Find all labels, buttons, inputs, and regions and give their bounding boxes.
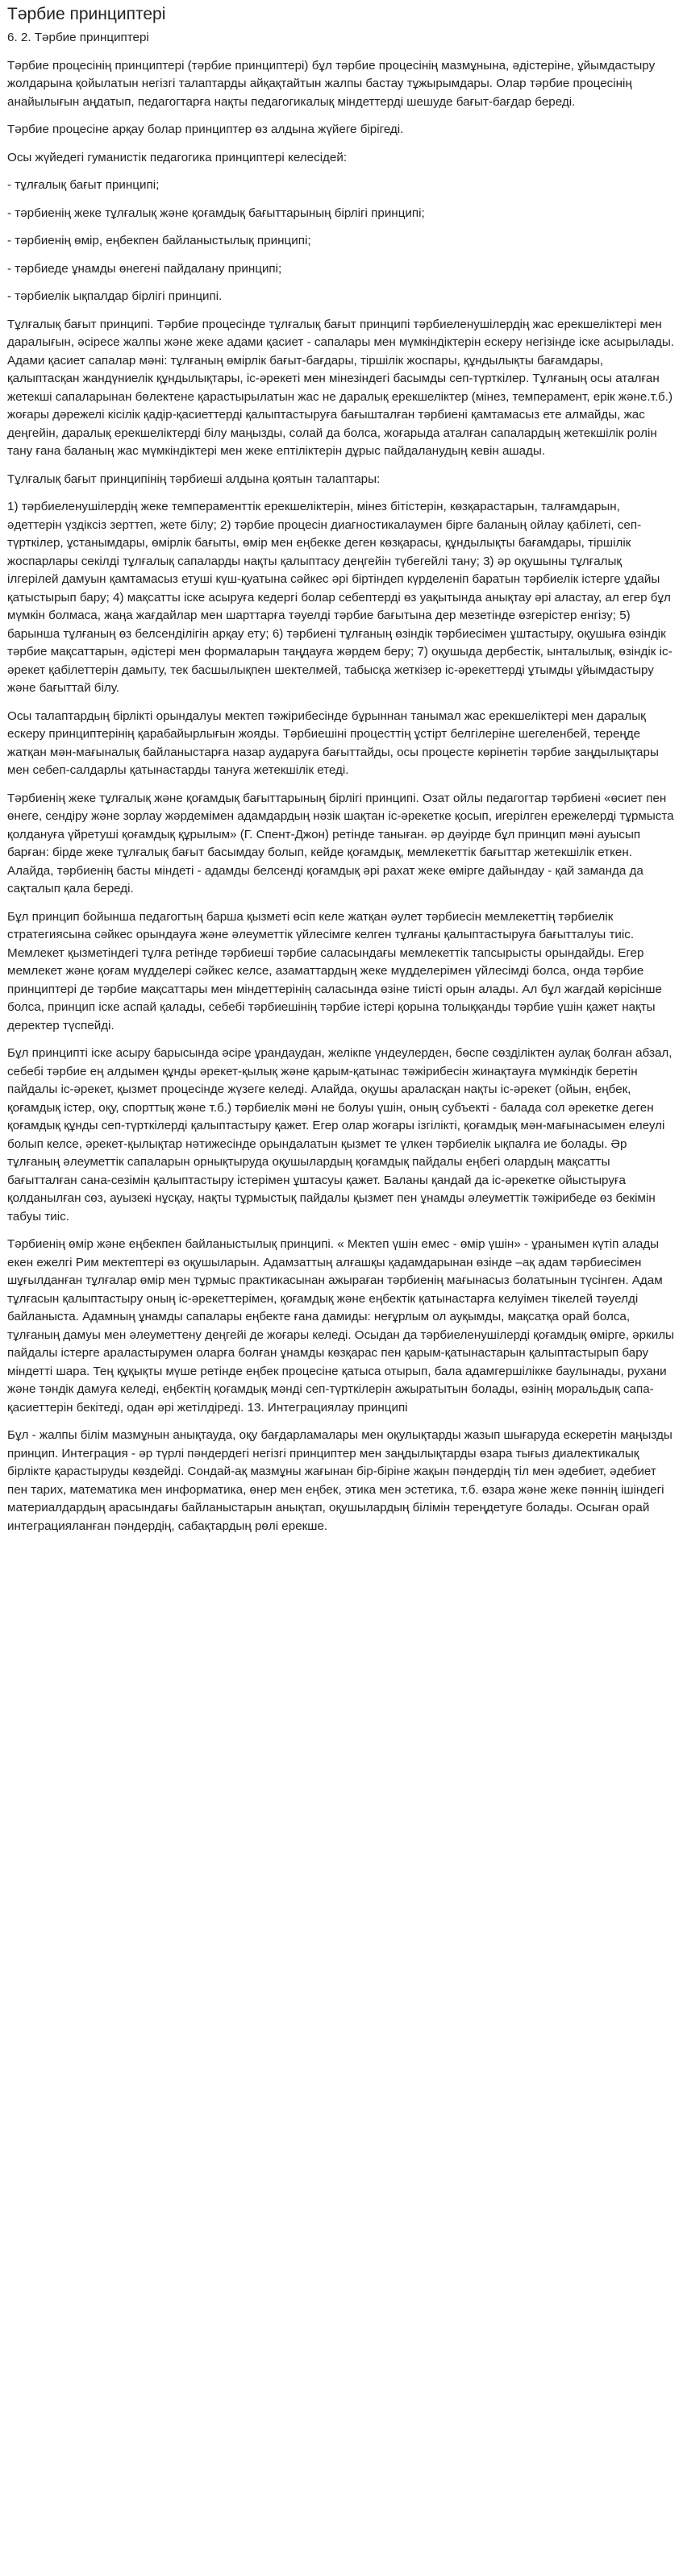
paragraph-intro-list-lead: Осы жүйедегі гуманистік педагогика принциптері келесідей:	[7, 150, 348, 164]
paragraph-implementation: Бұл принципті іске асыру барысында әсіре ұрандаудан, желікпе үндеулерден, бөспе сөзділіктен аулақ болған абзал, себебі тәрбие ең алдымен құнды әрекет-қылық және қарым-қатынас тәжірибесін жинақтауға мүмкіндік беретін пайдалы іс-әрекет, қызмет процесінде жүзеге келеді. Алайда, оқушы араласқан нақты іс-әрекет (ойын, еңбек, қоғамдық істер, оқу, спорттық және т.б.) тәрбиелік мәні не болуы үшін, оның субъекті - балада сол әрекетке деген қоғамдық құнды сеп-түрткілерді қалыптастыру қажет. Егер олар жоғары ізгілікті, қоғамдық мән-мағынасымен елеулі болып келсе, әрекет-қылықтар нәтижесінде орындалатын қызмет те үлкен тәрбиелік ықпалға ие болады. Әр тұлғаның әлеуметтік сапаларын орнықтыруда оқушылардың қоғамдық пайдалы еңбегі олардың мақсатты бағытталған сана-сезімін қалыптастыру істерімен ұштасуы қажет. Баланы қандай да іс-әрекетке ойыстыруға қолданылған сөз, ауызекі нұсқау, нақты тұрмыстық пайдалы қызмет пен ұнамды әлеуметтік тәжірибеде өз бекімін табуы тиіс.	[7, 1046, 673, 1224]
list-item: - тәрбиенің өмір, еңбекпен байланыстылық принципі;	[7, 234, 311, 247]
paragraph-requirements-unity: Осы талаптардың бірлікті орындалуы мектеп тәжірибесінде бұрыннан танымал жас ерекшеліктері мен даралық ескеру принциптерінің қарабайырлығын жояды. Тәрбиешіні процесттің ұстірт белгілеріне шегеленбей, тереңде жатқан мән-мағыналық байланыстарға назар аударуға бағыттайды, осы процесте көрінетін тәрбие заңдылықтары мен себеп-салдарлы қатынастарды тануға жетекшілік етеді.	[7, 708, 659, 777]
principles-list	[7, 177, 675, 306]
paragraph-state-strategy: Бұл принцип бойынша педагогтың барша қызметі өсіп келе жатқан әулет тәрбиесін мемлекеттің тәрбиелік стратегиясына сәйкес орындауға және әлеуметтік үйлесімге келген тұлғаны қалыптастыруға бағытталуы тиіс. Мемлекет қызметіндегі тұлға ретінде тәрбиеші тәрбие саласындағы мемлекеттік тапсырысты орындайды. Егер мемлекет және қоғам мүдделері сәйкес келсе, азаматтардың жеке мүдделерімен үйлесімді болса, онда тәрбие принциптері де тәрбие мақсаттары мен міндеттерінің саласында өзіне тиісті орын алады. Ал бұл жағдай көрісінше болса, принцип іске аспай қалады, себебі тәрбиешінің тәрбие істері қорына толыққанды тәрбие үшін қажет нақты деректер түспейді.	[7, 909, 662, 1032]
section-subtitle: 6. 2. Тәрбие принциптері	[7, 31, 149, 44]
list-item: - тәрбиелік ықпалдар бірлігі принципі.	[7, 289, 223, 303]
paragraph-integration: Бұл - жалпы білім мазмұнын анықтауда, оқу бағдарламалары мен оқулықтарды жазып шығаруда ескеретін маңызды принцип. Интеграция - әр түрлі пәндердегі негізгі принциптер мен заңдылықтарды өзара тығыз диалектикалық бірлікте қарастыруды көздейді. Сондай-ақ мазмұны жағынан бір-біріне жақын пәндердің тіл мен әдебиет, әдебиет пен тарих, математика мен информатика, өнер мен еңбек, этика мен эстетика, т.б. өзара және жеке пәннің ішіндегі материалдардың арасындағы байланыстарын анықтап, оқушылардың білімін тереңдетуге болады. Осыған орай интеграцияланған пәндердің, сабақтардың рөлі ерекше.	[7, 1428, 673, 1533]
paragraph-requirements-lead: Тұлғалық бағыт принципінің тәрбиеші алдына қоятын талаптары:	[7, 472, 381, 486]
list-item: - тәрбиенің жеке тұлғалық және қоғамдық бағыттарының бірлігі принципі;	[7, 206, 425, 220]
paragraph-personal-orientation: Тұлғалық бағыт принципі. Тәрбие процесінде тұлғалық бағыт принципі тәрбиеленушілердің жас ерекшеліктері мен даралығын, әсіресе жалпы және жеке адами қасиет - сапалары мен мүмкіндіктерін ескеру негізінде іске асырылады. Адами қасиет сапалар мәні: тұлғаның өмірлік бағыт-бағдары, тіршілік жоспары, құндылықты бағамдары, қалыптасқан жандүниелік құндылықтары, іс-әрекеті мен мінезіндегі басымды сеп-түрткілер. Тұлғаның осы аталған жетекші сапаларынан бөлектене қарастырылатын жас не даралық ерекшеліктер (мінез, темперамент, ерік және.т.б.) жоғары дәрежелі кісілік қадір-қасиеттерді қалыптастыруға бағышталған тәрбиені қамтамасыз ете алмайды, жас деңгейін, даралық ерекшеліктерді білу маңызды, солай да болса, жоғарыда аталған сапалардың жетекшілік ролін тану ғана баланың жас мүмкіндіктері мен жеке ептіліктерін дұрыс пайдаланудың кевін ашады.	[7, 317, 675, 458]
paragraph-intro-definition: Тәрбие процесінің принциптері (тәрбие принциптері) бұл тәрбие процесінің мазмұнына, әдістеріне, ұйымдастыру жолдарына қойылатын негізгі талаптарды айқақтайтын жалпы бастау тұжырымдары. Олар тәрбие процесінің анайылығын аңдатып, педагогтарға нақты педагогикалық міндеттерді шешуде бағыт-бағдар береді.	[7, 58, 656, 109]
paragraph-requirements-list: 1) тәрбиеленушілердің жеке темпераменттік ерекшеліктерін, мінез бітістерін, көзқарастарын, талғамдарын, әдеттерін үздіксіз зерттеп, жете білу; 2) тәрбие процесін диагностикалаумен бірге баланың ойлау қабілеті, сеп-түрткілер, ұстанымдары, өмірлік бағыты, өмір мен еңбекке деген көзқарасы, құндылықты бағамдары, тіршілік жоспарлары секілді тұлғалық сапаларды нақты қалыптасу деңгейін түбегейлі тану; 3) әр оқушыны тұлғалық ілгерілей дамуын қамтамасыз етуші күш-қуатына сәйкес әрі біртіндеп күрделеніп баратын тәрбиелік істерге ұдайы қатыстырып бару; 4) мақсатты іске асыруға кедергі болар себептерді өз уақытында анықтау әрі аластау, ал егер бұл мүмкін болмаса, жаңа жағдайлар мен шарттарға тәуелді тәрбие бағытына дер мезетінде өзгерістер енгізу; 5) барынша тұлғаның өз белсенділігін арқау ету; 6) тәрбиені тұлғаның өзіндік тәрбиесімен ұштастыру, оқушыға өзіндік тәрбие мақсаттарын, әдістері мен формаларын таңдауға жәрдем беру; 7) оқушыда дербестік, ынталылық, өзіндік іс-әрекет қабілеттерін дамыту, тек басшылықпен шектелмей, табысқа жеткізер іс-әрекеттерді ұтымды ұйымдастыру және бағыттай білу.	[7, 500, 673, 695]
paragraph-personal-social-unity: Тәрбиенің жеке тұлғалық және қоғамдық бағыттарының бірлігі принципі. Озат ойлы педагогтар тәрбиені «өсиет пен өнеге, сендіру және зорлау жәрдемімен адамдардың нәзік шақтан іс-әрекетке қосып, игерілген ережелерді тұрмыста қолдануға үйретуші қоғамдық құрылым» (Г. Спент-Джон) ретінде таныған. әр дәуірде бұл принцип мәні ауысып барған: бірде жеке тұлғалық бағыт басымдау болып, кейде қоғамдық, мемлекеттік бағыттар жетекшілік еткен. Алайда, тәрбиенің басты міндеті - адамды белсенді қоғамдық әрі рахат жеке өмірге дайындау - қай заманда да сақталып қала береді.	[7, 791, 674, 895]
paragraph-life-work-connection: Тәрбиенің өмір және еңбекпен байланыстылық принципі. « Мектеп үшін емес - өмір үшін» - ұранымен күтіп алады екен ежелгі Рим мектептері өз оқушыларын. Адамзаттың алғашқы қадамдарынан өзінде –ақ адам тәрбиесімен шұғылданған тұлғалар өмір мен тұрмыс практикасынан ажыраған тәрбиенің мағынасыз болатынын түсінген. Адам тұлғасын қалыптастыру оның іс-әрекеттерімен, қоғамдық және еңбектік қатынастарға келуімен тікелей тәуелді байланыста. Адамның ұнамды сапалары еңбекте ғана дамиды: неғұрлым ол ауқымды, мақсатқа орай болса, тұлғаның дамуы мен әлеуметтену деңгейі де жоғары келеді. Осыдан да тәрбиеленушілерді қоғамдық өмірге, әркилы пайдалы істерге араластырумен оларға болған ұнамды көзқарас пен қарым-қатынастарын қалыптастырып бару міндетті шарa. Тең құқықты мүше ретінде еңбек процесіне қатыса отырып, бала адамгершілікке баулынады, рухани және тәндік дамуға келеді, еңбектің қоғамдық мәнді сеп-түрткілерін ажыратытын болады, өзінің моральдық сапа-қасиеттерін бекітеді, одан әрі жетілдіреді. 13. Интеграциялау принципі	[7, 1237, 674, 1415]
list-item: - тұлғалық бағыт принципі;	[7, 178, 160, 192]
paragraph-intro-system: Тәрбие процесіне арқау болар принциптер өз алдына жүйеге бірігеді.	[7, 123, 404, 136]
list-item: - тәрбиеде ұнамды өнегені пайдалану принципі;	[7, 261, 282, 276]
page-title: Тәрбие принциптері	[7, 5, 166, 23]
